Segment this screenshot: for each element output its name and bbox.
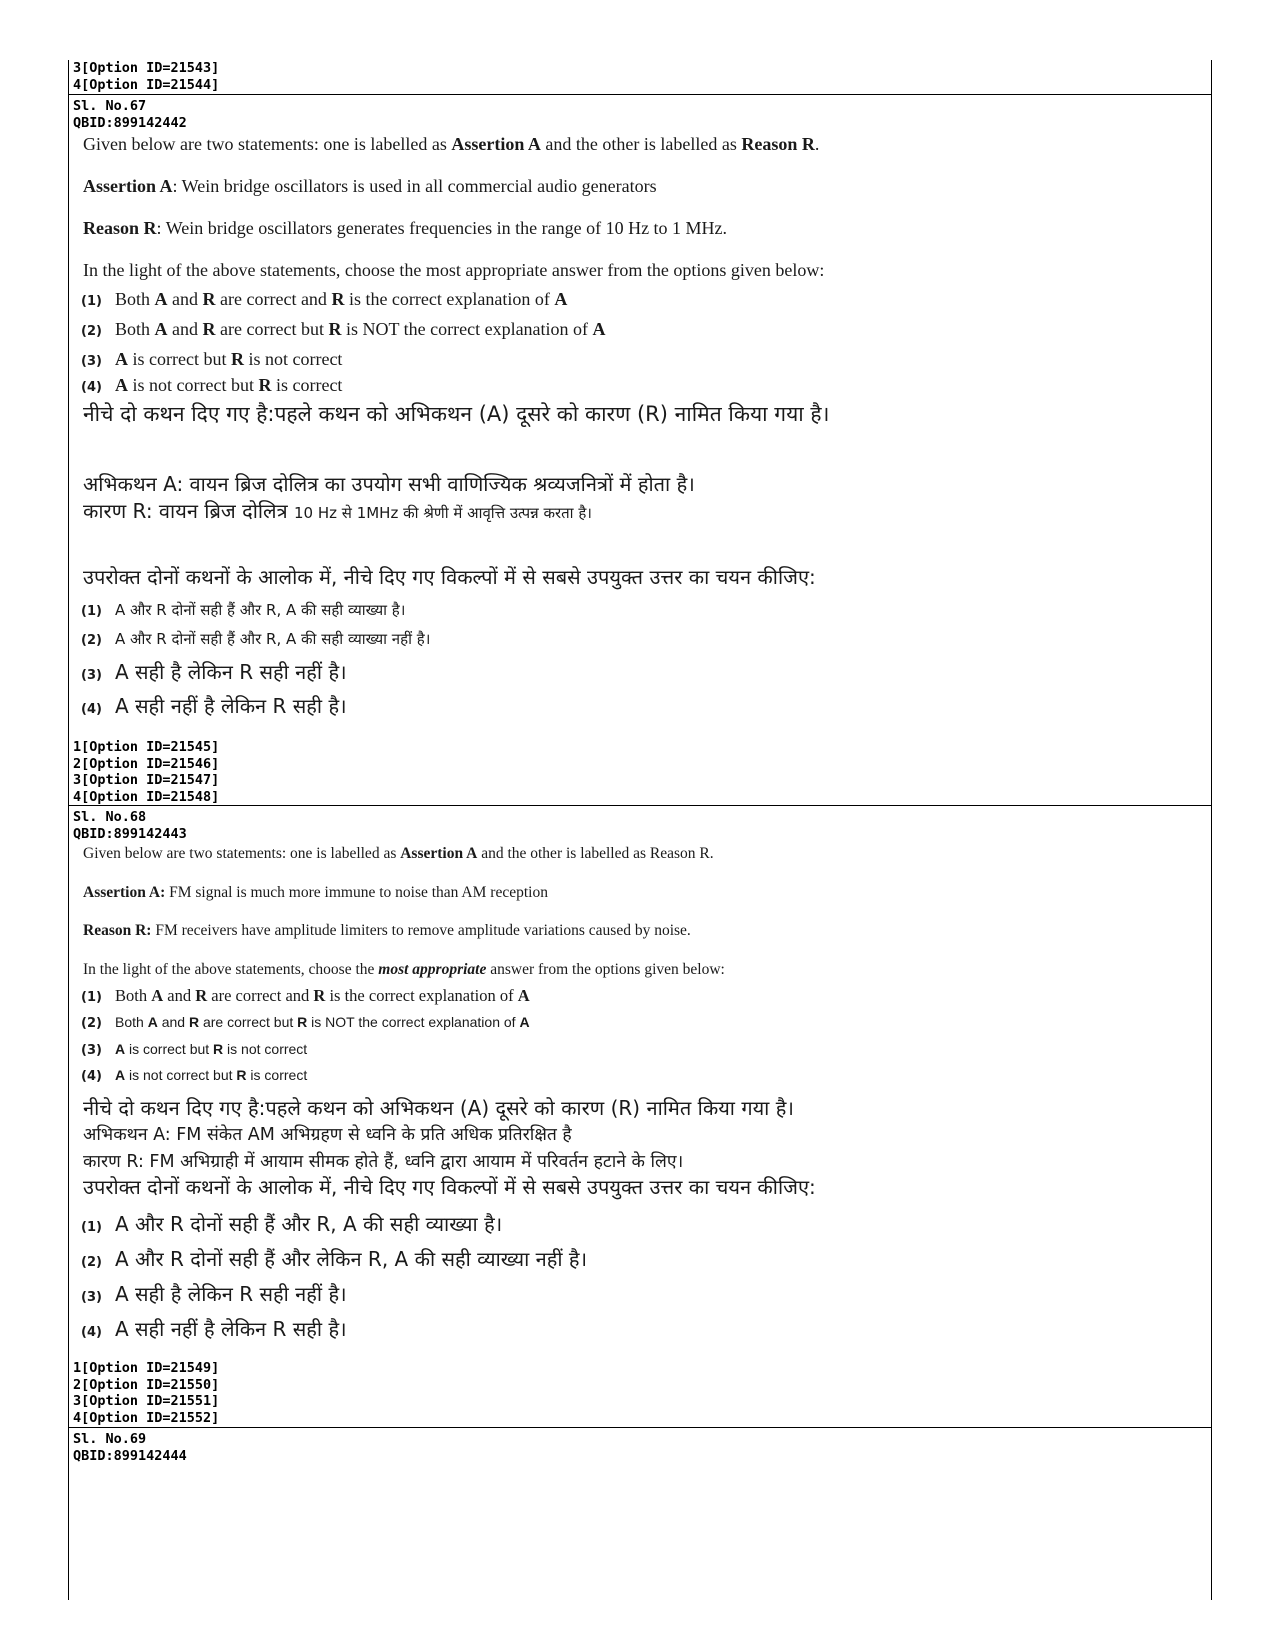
option-1: (1) Both A and R are correct and R is the correct explanation of A	[81, 289, 568, 309]
reason-statement: Reason R: FM receivers have amplitude limiters to remove amplitude variations caused by noise.	[83, 922, 691, 939]
option-3: (3) A is correct but R is not correct	[81, 1041, 308, 1058]
question-prompt: In the light of the above statements, choose the most appropriate answer from the options given below:	[83, 260, 825, 280]
hindi-option-4: (4) A सही नहीं है लेकिन R सही है।	[81, 1317, 347, 1341]
option-id-list	[73, 60, 219, 93]
hindi-assertion: अभिकथन A: वायन ब्रिज दोलित्र का उपयोग सभी वाणिज्यिक श्रव्यजनित्रों में होता है।	[83, 472, 695, 496]
option-4: (4) A is not correct but R is correct	[81, 1067, 308, 1084]
assertion-statement: Assertion A: Wein bridge oscillators is used in all commercial audio generators	[83, 176, 657, 196]
question-header	[73, 1431, 187, 1464]
option-id: 2[Option ID=21546]	[73, 755, 220, 772]
option-id: 1[Option ID=21549]	[73, 1360, 220, 1376]
question-header	[73, 809, 187, 842]
qbid: QBID:899142444	[73, 1447, 187, 1464]
assertion-statement: Assertion A: FM signal is much more immune to noise than AM reception	[83, 884, 548, 901]
option-id: 4[Option ID=21544]	[73, 76, 220, 93]
option-2: (2) Both A and R are correct but R is NOT the correct explanation of A	[81, 1014, 530, 1031]
question-prompt: In the light of the above statements, choose the most appropriate answer from the options given below:	[83, 961, 725, 978]
option-id-list	[73, 739, 219, 805]
question-intro: Given below are two statements: one is labelled as Assertion A and the other is labelled as Reason R.	[83, 134, 820, 154]
option-id: 3[Option ID=21547]	[73, 772, 220, 788]
question-header	[73, 98, 187, 131]
hindi-reason: कारण R: वायन ब्रिज दोलित्र 10 Hz से 1MHz की श्रेणी में आवृत्ति उत्पन्न करता है।	[83, 499, 592, 523]
hindi-assertion: अभिकथन A: FM संकेत AM अभिग्रहण से ध्वनि के प्रति अधिक प्रतिरक्षित है	[83, 1125, 572, 1145]
hindi-option-1: (1) A और R दोनों सही हैं और R, A की सही व्याख्या है।	[81, 601, 406, 619]
hindi-option-2: (2) A और R दोनों सही हैं और R, A की सही व्याख्या नहीं है।	[81, 630, 431, 648]
option-id: 1[Option ID=21545]	[73, 739, 220, 755]
question-paper-page	[68, 60, 1212, 1600]
hindi-option-2: (2) A और R दोनों सही हैं और लेकिन R, A की सही व्याख्या नहीं है।	[81, 1247, 588, 1271]
serial-number: Sl. No.67	[73, 98, 147, 114]
hindi-option-4: (4) A सही नहीं है लेकिन R सही है।	[81, 694, 347, 718]
hindi-option-3: (3) A सही है लेकिन R सही नहीं है।	[81, 660, 347, 684]
hindi-prompt: उपरोक्त दोनों कथनों के आलोक में, नीचे दिए गए विकल्पों में से सबसे उपयुक्त उत्तर का चयन कीजिए:	[83, 1175, 816, 1199]
hindi-intro: नीचे दो कथन दिए गए है:पहले कथन को अभिकथन (A) दूसरे को कारण (R) नामित किया गया है।	[83, 1096, 794, 1120]
hindi-option-3: (3) A सही है लेकिन R सही नहीं है।	[81, 1282, 347, 1306]
option-id: 4[Option ID=21552]	[73, 1409, 220, 1426]
option-1: (1) Both A and R are correct and R is the correct explanation of A	[81, 986, 530, 1005]
option-id-list	[73, 1360, 219, 1426]
question-intro: Given below are two statements: one is labelled as Assertion A and the other is labelled as Reason R.	[83, 845, 714, 862]
option-4: (4) A is not correct but R is correct	[81, 375, 343, 395]
qbid: QBID:899142442	[73, 114, 187, 131]
qbid: QBID:899142443	[73, 825, 187, 842]
option-id: 3[Option ID=21551]	[73, 1393, 220, 1409]
hindi-prompt: उपरोक्त दोनों कथनों के आलोक में, नीचे दिए गए विकल्पों में से सबसे उपयुक्त उत्तर का चयन कीजिए:	[83, 565, 816, 589]
question-divider	[69, 1427, 1211, 1428]
option-id: 2[Option ID=21550]	[73, 1376, 220, 1393]
option-id: 3[Option ID=21543]	[73, 60, 220, 76]
option-id: 4[Option ID=21548]	[73, 788, 220, 805]
reason-statement: Reason R: Wein bridge oscillators generates frequencies in the range of 10 Hz to 1 MHz.	[83, 218, 728, 238]
hindi-intro: नीचे दो कथन दिए गए है:पहले कथन को अभिकथन (A) दूसरे को कारण (R) नामित किया गया है।	[83, 402, 830, 426]
hindi-reason: कारण R: FM अभिग्राही में आयाम सीमक होते हैं, ध्वनि द्वारा आयाम में परिवर्तन हटाने के लिए।	[83, 1152, 684, 1172]
serial-number: Sl. No.69	[73, 1431, 147, 1447]
option-2: (2) Both A and R are correct but R is NOT the correct explanation of A	[81, 319, 606, 339]
option-3: (3) A is correct but R is not correct	[81, 349, 343, 369]
question-divider	[69, 805, 1211, 806]
question-divider	[69, 94, 1211, 95]
hindi-option-1: (1) A और R दोनों सही हैं और R, A की सही व्याख्या है।	[81, 1212, 503, 1236]
serial-number: Sl. No.68	[73, 809, 147, 825]
